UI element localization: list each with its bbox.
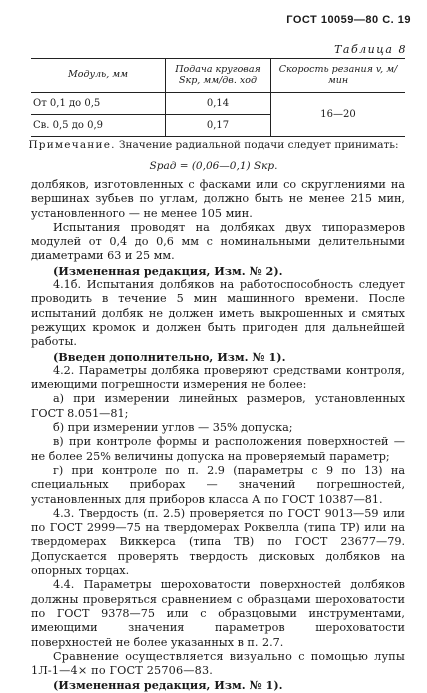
- note-text: Значение радиальной подачи следует принимать:: [119, 139, 399, 151]
- list-item: в) при контроле формы и расположения поверхностей — не более 25% величины допуска на проверяемый параметр;: [31, 435, 405, 463]
- amendment-note: (Измененная редакция, Изм. № 2).: [53, 263, 283, 278]
- table-note: [0, 139, 427, 151]
- column-header-module: Модуль, мм: [31, 59, 166, 93]
- column-header-feed: Подача круговая Sкр, мм/дв. ход: [166, 59, 271, 93]
- cell-module: От 0,1 до 0,5: [31, 92, 166, 114]
- list-item: г) при контроле по п. 2.9 (параметры с 9 по 13) на специальных приборах — значений погрешностей, установленных для приборов класса А по ГОСТ 10387—81.: [31, 463, 405, 506]
- paragraph: Испытания проводят на долбяках двух типоразмеров модулей от 0,4 до 0,6 мм с номинальными делительными диаметрами 63 и 25 мм.: [31, 220, 405, 263]
- note-formula: Sрад = (0,06—0,1) Sкр.: [149, 160, 278, 172]
- document-body: [31, 178, 405, 693]
- table-header-row: [31, 59, 405, 93]
- cutting-modes-table: [31, 58, 405, 137]
- amendment-note: (Введен дополнительно, Изм. № 1).: [53, 349, 286, 364]
- amendment-note: (Измененная редакция, Изм. № 1).: [53, 678, 283, 693]
- paragraph: долбяков, изготовленных с фасками или со скруглениями на вершинах зубьев по углам, должно быть не менее 215 мин, установленного — не менее 105 мин.: [31, 178, 405, 220]
- paragraph: 4.4. Параметры шероховатости поверхностей долбяков должны проверяться сравнением с образцами шероховатости по ГОСТ 9378—75 или с образцовыми инструментами, имеющими значения параметров шероховатости поверхностей не более указанных в п. 2.7.: [31, 578, 405, 649]
- paragraph: 4.1б. Испытания долбяков на работоспособность следует проводить в течение 5 мин машинного времени. После испытаний долбяк не должен иметь выкрошенных и смятых режущих кромок и должен быть пригоден для дальнейшей работы.: [31, 278, 405, 349]
- column-header-speed: Скорость резания v, м/мин: [271, 59, 406, 93]
- paragraph: 4.2. Параметры долбяка проверяют средствами контроля, имеющими погрешности измерения не более:: [31, 363, 405, 392]
- list-item: а) при измерении линейных размеров, установленных ГОСТ 8.051—81;: [31, 392, 405, 420]
- cell-feed: 0,17: [166, 114, 271, 136]
- table-caption: Таблица 8: [334, 43, 407, 56]
- list-item: б) при измерении углов — 35% допуска;: [53, 421, 293, 435]
- cell-feed: 0,14: [166, 92, 271, 114]
- page-header: ГОСТ 10059—80 С. 19: [286, 14, 411, 26]
- cell-speed: 16—20: [271, 92, 406, 136]
- paragraph: Сравнение осуществляется визуально с помощью лупы 1Л-1—4× по ГОСТ 25706—83.: [31, 649, 405, 678]
- paragraph: 4.3. Твердость (п. 2.5) проверяется по ГОСТ 9013—59 или по ГОСТ 2999—75 на твердомерах Роквелла (типа ТР) или на твердомерах Виккерса (типа ТВ) по ГОСТ 23677—79. Допускается проверять твердость дисковых долбяков на опорных торцах.: [31, 506, 405, 578]
- table-row: [31, 92, 405, 114]
- cell-module: Св. 0,5 до 0,9: [31, 114, 166, 136]
- note-label: Примечание.: [28, 139, 116, 151]
